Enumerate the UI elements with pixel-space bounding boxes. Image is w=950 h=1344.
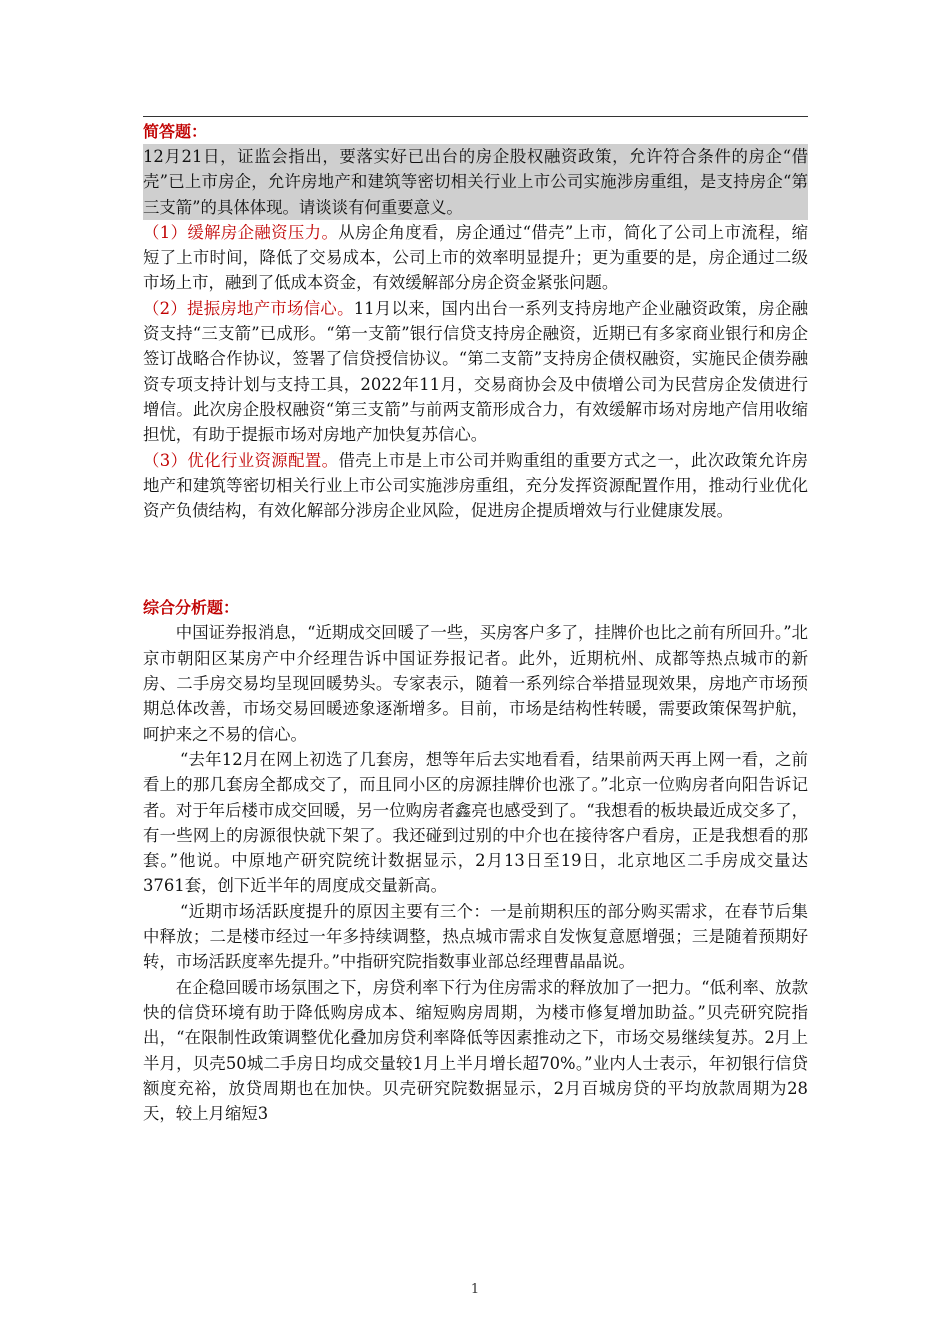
answer-point-body: 从房企角度看，房企通过“借壳”上市，简化了公司上市流程，缩短了上市时间，降低了交易成本，公司上市的效率明显提升；更为重要的是，房企通过二级市场上市，融到了低成本资金，有效缓解部分房企资金紧张问题。: [143, 222, 808, 293]
answer-point-body: 11月以来，国内出台一系列支持房地产企业融资政策，房企融资支持“三支箭”已成形。“第一支箭”银行信贷支持房企融资，近期已有多家商业银行和房企签订战略合作协议，签署了信贷授信协议。“第二支箭”支持房企债权融资，实施民企债券融资专项支持计划与支持工具，2022年11月，交易商协会及中债增公司为民营房企发债进行增信。此次房企股权融资“第三支箭”与前两支箭形成合力，有效缓解市场对房地产信用收缩担忧，有助于提振市场对房地产加快复苏信心。: [143, 298, 809, 445]
header-rule: [143, 116, 808, 117]
page-number: 1: [470, 1282, 480, 1297]
answer-point: [143, 448, 808, 524]
body-paragraph: 中国证券报消息，“近期成交回暖了一些，买房客户多了，挂牌价也比之前有所回升。”北京市朝阳区某房产中介经理告诉中国证券报记者。此外，近期杭州、成都等热点城市的新房、二手房交易均呈现回暖势头。专家表示，随着一系列综合举措显现效果，房地产市场预期总体改善，市场交易回暖迹象逐渐增多。目前，市场是结构性转暖，需要政策保驾护航，呵护来之不易的信心。: [143, 623, 808, 744]
answer-point-title: （3）优化行业资源配置。: [143, 450, 339, 470]
short-answer-heading: 简答题：: [143, 122, 208, 141]
body-paragraph: “近期市场活跃度提升的原因主要有三个：一是前期积压的部分购买需求，在春节后集中释放；二是楼市经过一年多持续调整，热点城市需求自发恢复意愿增强；三是随着预期好转，市场活跃度率先提升。”中指研究院指数事业部总经理曹晶晶说。: [143, 901, 808, 972]
body-paragraph: “去年12月在网上初选了几套房，想等年后去实地看看，结果前两天再上网一看，之前看上的那几套房全都成交了，而且同小区的房源挂牌价也涨了。”北京一位购房者向阳告诉记者。对于年后楼市成交回暖，另一位购房者鑫亮也感受到了。“我想看的板块最近成交多了，有一些网上的房源很快就下架了。我还碰到过别的中介也在接待客户看房，正是我想看的那套。”他说。中原地产研究院统计数据显示，2月13日至19日，北京地区二手房成交量达3761套，创下近半年的周度成交量新高。: [143, 749, 808, 896]
section-spacer: [143, 523, 808, 595]
answer-point-title: （1）缓解房企融资压力。: [143, 222, 339, 242]
short-answer-question: 12月21日，证监会指出，要落实好已出台的房企股权融资政策，允许符合条件的房企“借壳”已上市房企，允许房地产和建筑等密切相关行业上市公司实施涉房重组，是支持房企“第三支箭”的具体体现。请谈谈有何重要意义。: [143, 144, 808, 220]
page-content: [143, 116, 808, 1126]
answer-point-title: （2）提振房地产市场信心。: [143, 298, 354, 318]
answer-point: [143, 220, 808, 296]
answer-point-body: 借壳上市是上市公司并购重组的重要方式之一，此次政策允许房地产和建筑等密切相关行业上市公司实施涉房重组，充分发挥资源配置作用，推动行业优化资产负债结构，有效化解部分涉房企业风险，促进房企提质增效与行业健康发展。: [143, 450, 809, 521]
body-paragraph: 在企稳回暖市场氛围之下，房贷利率下行为住房需求的释放加了一把力。“低利率、放款快的信贷环境有助于降低购房成本、缩短购房周期，为楼市修复增加助益。”贝壳研究院指出，“在限制性政策调整优化叠加房贷利率降低等因素推动之下，市场交易继续复苏。2月上半月，贝壳50城二手房日均成交量较1月上半月增长超70%。”业内人士表示，年初银行信贷额度充裕，放贷周期也在加快。贝壳研究院数据显示，2月百城房贷的平均放款周期为28天，较上月缩短3: [143, 977, 808, 1124]
answer-point: [143, 296, 808, 448]
comprehensive-heading: 综合分析题：: [143, 598, 240, 618]
